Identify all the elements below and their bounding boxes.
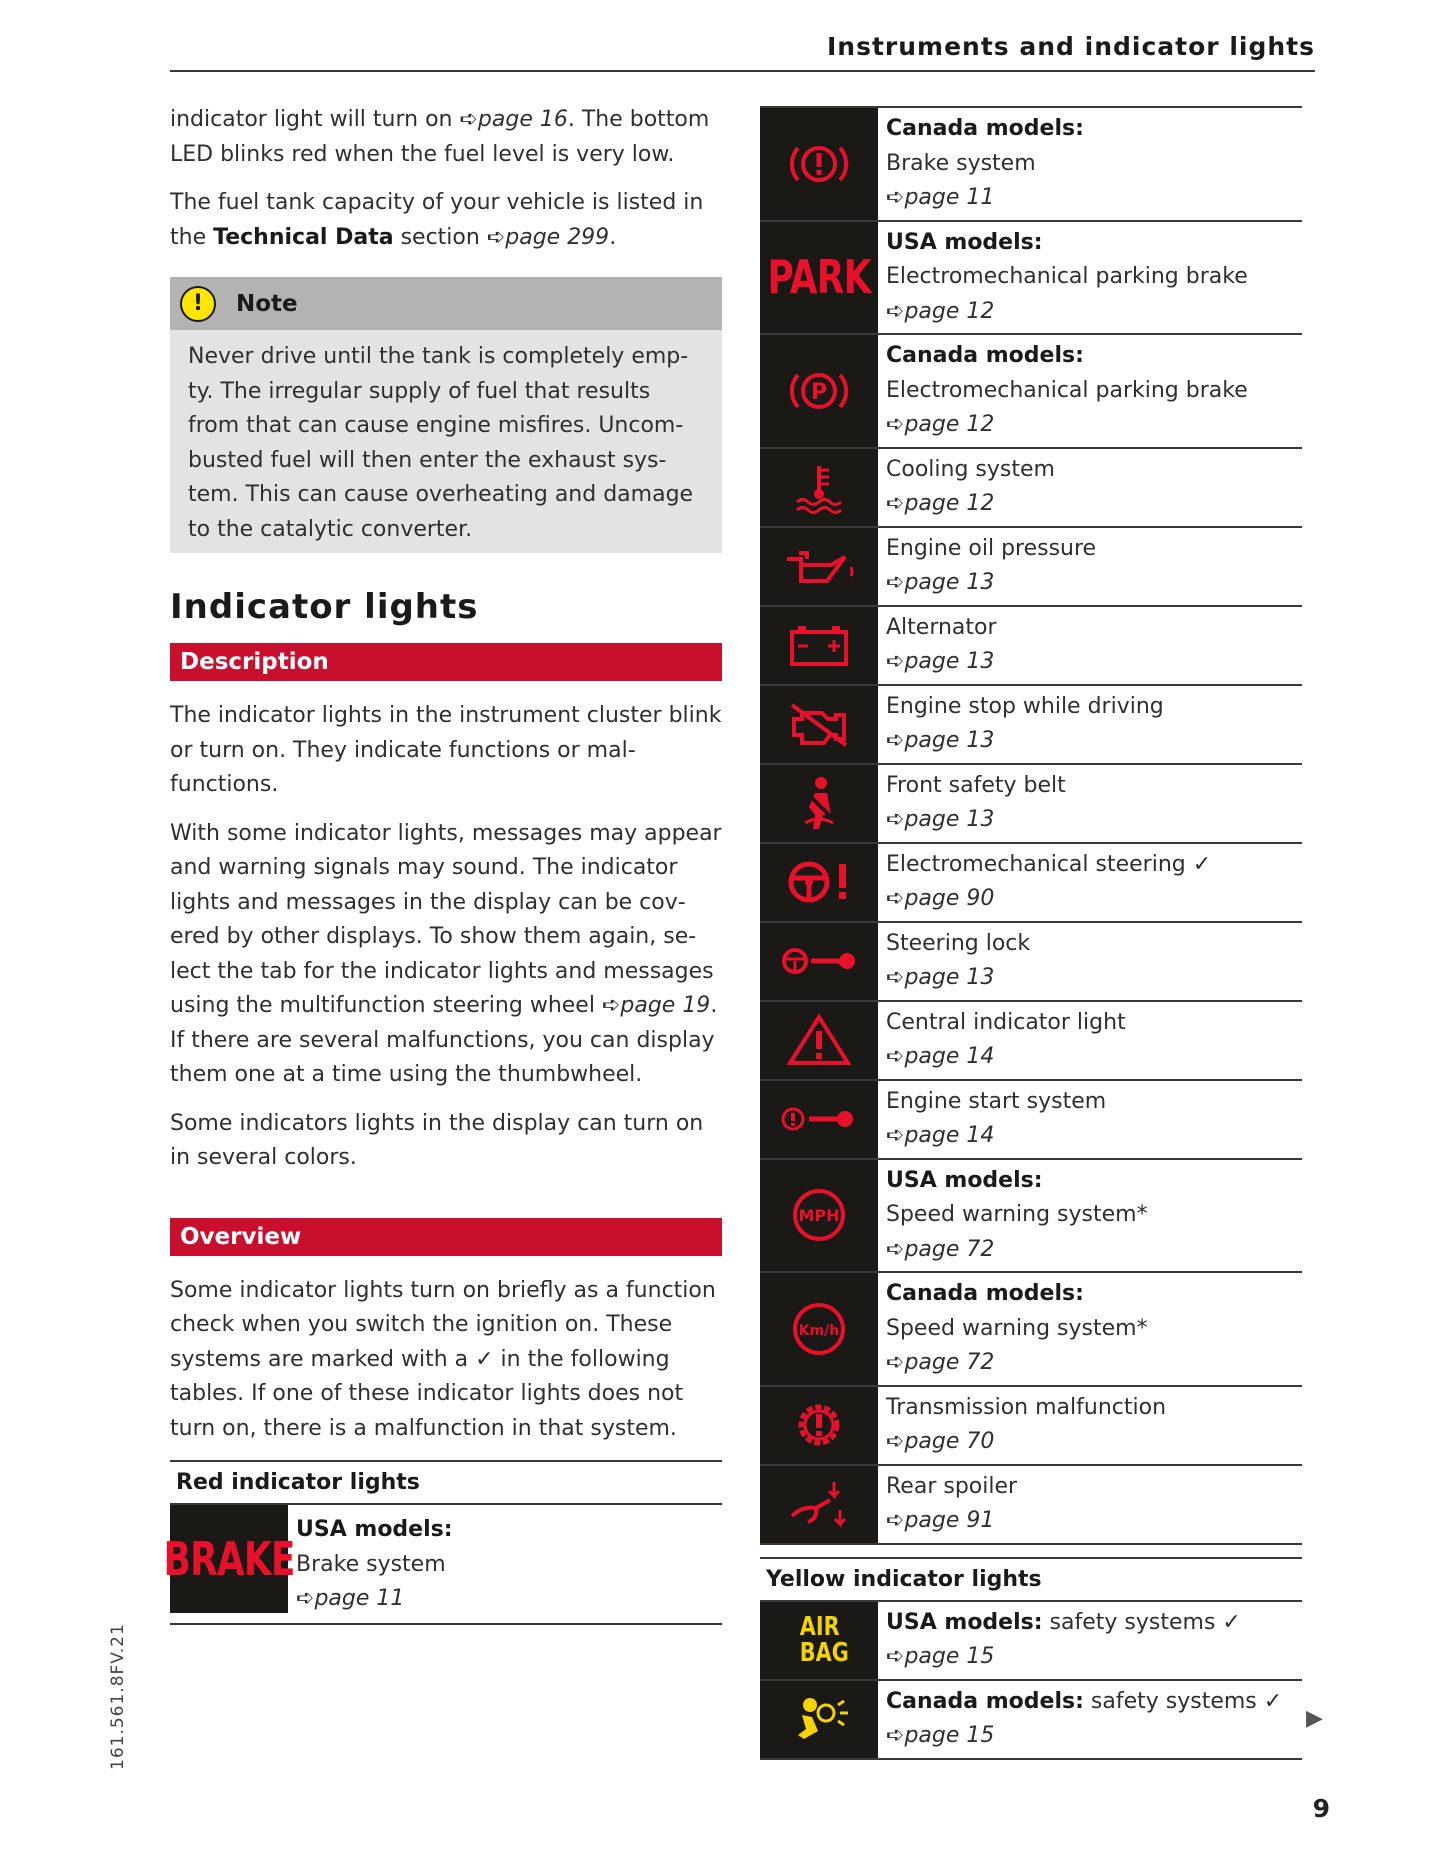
row-description: Engine stop while driving (886, 693, 1164, 719)
row-description: Electromechanical steering ✓ (886, 851, 1212, 877)
row-description: Rear spoiler (886, 1473, 1018, 1499)
note-title: Note (236, 290, 298, 317)
page-link[interactable]: page 299 (505, 224, 610, 250)
page-link[interactable]: page 19 (620, 993, 711, 1018)
description-heading: Description (170, 643, 722, 681)
steering-lock-icon (760, 923, 878, 1000)
arrow-icon: ➪ (886, 1350, 905, 1375)
arrow-icon: ➪ (886, 185, 905, 210)
row-description: Electromechanical parking brake (886, 264, 1248, 289)
row-label: USA models: (886, 229, 1043, 255)
table-row (760, 449, 1302, 528)
row-description: safety systems ✓ (1083, 1688, 1283, 1714)
steering-warning-icon (760, 844, 878, 921)
row-label: USA models: (886, 1609, 1043, 1635)
arrow-icon: ➪ (886, 728, 905, 753)
row-description: Speed warning system* (886, 1315, 1148, 1341)
table-row (760, 1081, 1302, 1160)
table-row (760, 1273, 1302, 1387)
warning-triangle-icon (760, 1002, 878, 1079)
coolant-icon (760, 449, 878, 526)
table-row (760, 1466, 1302, 1545)
row-description: safety systems ✓ (1042, 1609, 1241, 1635)
speed-mph-icon (760, 1160, 878, 1272)
row-description: Speed warning system* (886, 1202, 1148, 1227)
row-label: Canada models: (886, 1688, 1084, 1714)
table-row (760, 1602, 1302, 1681)
note-body: Never drive until the tank is completely empty. The irregular supply of fuel that results from that can cause engine misfires. Uncombusted fuel will then enter the exhaust system. This can cause overheating and damage to the catalytic converter. (188, 344, 694, 542)
row-description: Engine start system (886, 1088, 1107, 1114)
arrow-icon: ➪ (296, 1586, 315, 1611)
page-link[interactable]: page 13 (904, 728, 995, 753)
overview-heading: Overview (170, 1218, 722, 1256)
arrow-icon: ➪ (886, 807, 905, 832)
table-row (760, 686, 1302, 765)
page-number: 9 (1312, 1794, 1330, 1823)
arrow-icon: ➪ (886, 412, 905, 437)
page-link[interactable]: page 13 (904, 965, 995, 990)
arrow-icon: ➪ (886, 1123, 905, 1148)
continue-arrow-icon: ▶ (1306, 1706, 1323, 1731)
speed-km-h-icon (760, 1273, 878, 1385)
overview-paragraph: Some indicator lights turn on briefly as a function check when you switch the ignition on. These systems are marked with a ✓ in the following tables. If one of these indicator lights does not turn on, there is a malfunction in that system. (170, 1277, 716, 1441)
table-row (760, 528, 1302, 607)
arrow-icon: ➪ (886, 1236, 905, 1262)
arrow-icon: ➪ (886, 298, 905, 324)
arrow-icon: ➪ (886, 1044, 905, 1069)
battery-icon (760, 607, 878, 684)
page-link[interactable]: page 14 (904, 1044, 995, 1069)
table-row: BRAKE USA models: Brake system ➪page 11 (170, 1505, 722, 1625)
page-link[interactable]: page 70 (904, 1429, 995, 1454)
arrow-icon: ➪ (601, 993, 621, 1018)
row-description: Brake system (886, 150, 1036, 176)
running-header: Instruments and indicator lights (826, 32, 1315, 61)
section-title: Indicator lights (170, 587, 479, 627)
row-description: Engine oil pressure (886, 535, 1097, 561)
page-link[interactable]: page 12 (904, 412, 995, 437)
table-row (760, 1681, 1302, 1760)
page-link[interactable]: page 91 (904, 1508, 995, 1533)
table-row (760, 844, 1302, 923)
page-link[interactable]: page 13 (904, 649, 995, 674)
arrow-icon: ➪ (486, 224, 506, 250)
description-paragraph-3: Some indicators lights in the display can turn on in several colors. (170, 1110, 704, 1170)
oil-can-icon (760, 528, 878, 605)
red-indicator-table (760, 108, 1302, 1545)
engine-stop-icon (760, 686, 878, 763)
parking-p-icon (760, 335, 878, 447)
row-description: Cooling system (886, 456, 1055, 482)
page-link[interactable]: page 16 (477, 107, 568, 132)
page-link[interactable]: page 72 (904, 1350, 995, 1375)
arrow-icon: ➪ (886, 1508, 905, 1533)
yellow-indicator-table (760, 1602, 1302, 1760)
description-paragraph-1: The indicator lights in the instrument cluster blink or turn on. They indicate functions or malfunctions. (170, 703, 722, 797)
table-row (760, 923, 1302, 1002)
arrow-icon: ➪ (886, 570, 905, 595)
row-description: Alternator (886, 614, 997, 640)
note-box (170, 277, 722, 553)
page-link[interactable]: page 13 (904, 570, 995, 595)
table-row (760, 1002, 1302, 1081)
arrow-icon: ➪ (886, 886, 905, 911)
row-description: Electromechanical parking brake (886, 377, 1248, 403)
table-row (760, 1160, 1302, 1274)
table-row (760, 765, 1302, 844)
red-table-heading: Red indicator lights (170, 1460, 722, 1505)
arrow-icon: ➪ (886, 649, 905, 674)
svg-text:Km/h: Km/h (798, 1322, 840, 1339)
row-label: USA models: (886, 1167, 1043, 1193)
table-row (760, 222, 1302, 336)
yellow-table-heading: Yellow indicator lights (760, 1557, 1302, 1602)
table-row (760, 335, 1302, 449)
description-paragraph-2: With some indicator lights, messages may appear and warning signals may sound. The indicator lights and messages in the display can be covered by other displays. To show them again, select the tab for the indicator lights and messages using the multifunction steering wheel ➪page 19. If there are several malfunctions, you can display them one at a time using the thumbwheel. (170, 820, 722, 1087)
brake-circle-icon (760, 108, 878, 220)
airbag-word-icon: AIR BAG (760, 1602, 878, 1679)
page-link[interactable]: page 15 (904, 1723, 995, 1748)
page-link[interactable]: page 12 (904, 298, 995, 324)
arrow-icon: ➪ (886, 1644, 905, 1669)
row-label: Canada models: (886, 343, 1084, 368)
header-rule (170, 70, 1315, 72)
table-row (760, 108, 1302, 222)
page-link[interactable]: page 14 (904, 1123, 995, 1148)
row-label: Canada models: (886, 1281, 1084, 1306)
table-row (760, 607, 1302, 686)
page-link[interactable]: page 15 (904, 1644, 995, 1669)
intro-paragraph-1: indicator light will turn on ➪page 16. The bottom LED blinks red when the fuel level is very low. (170, 107, 710, 167)
rear-spoiler-icon (760, 1466, 878, 1543)
page-link[interactable]: page 11 (904, 185, 995, 210)
page-link[interactable]: page 11 (314, 1586, 405, 1611)
right-column (760, 106, 1302, 1760)
page-link[interactable]: page 90 (904, 886, 995, 911)
row-description: Central indicator light (886, 1009, 1126, 1035)
row-label: Canada models: (886, 116, 1084, 141)
engine-start-key-icon (760, 1081, 878, 1158)
seatbelt-icon (760, 765, 878, 842)
transmission-gear-icon (760, 1387, 878, 1464)
row-description: Transmission malfunction (886, 1394, 1167, 1420)
arrow-icon: ➪ (886, 491, 905, 516)
svg-text:MPH: MPH (798, 1206, 840, 1226)
note-header (170, 277, 722, 330)
row-description: Steering lock (886, 930, 1031, 956)
brake-word-icon: BRAKE (170, 1505, 288, 1613)
airbag-person-icon (760, 1681, 878, 1758)
park-word-icon: PARK (760, 222, 878, 334)
left-column (163, 103, 722, 1625)
row-description: Front safety belt (886, 772, 1066, 798)
arrow-icon: ➪ (886, 965, 905, 990)
intro-paragraph-2: The fuel tank capacity of your vehicle is listed in the Technical Data section ➪page 299. (170, 190, 704, 250)
page-link[interactable]: page 12 (904, 491, 995, 516)
arrow-icon: ➪ (886, 1723, 905, 1748)
exclamation-icon: ! (180, 286, 216, 322)
svg-text:P: P (810, 379, 828, 405)
page-link[interactable]: page 72 (904, 1236, 995, 1262)
table-row (760, 1387, 1302, 1466)
document-code: 161.561.8FV.21 (108, 1623, 128, 1770)
arrow-icon: ➪ (886, 1429, 905, 1454)
page-link[interactable]: page 13 (904, 807, 995, 832)
arrow-icon: ➪ (459, 107, 478, 132)
